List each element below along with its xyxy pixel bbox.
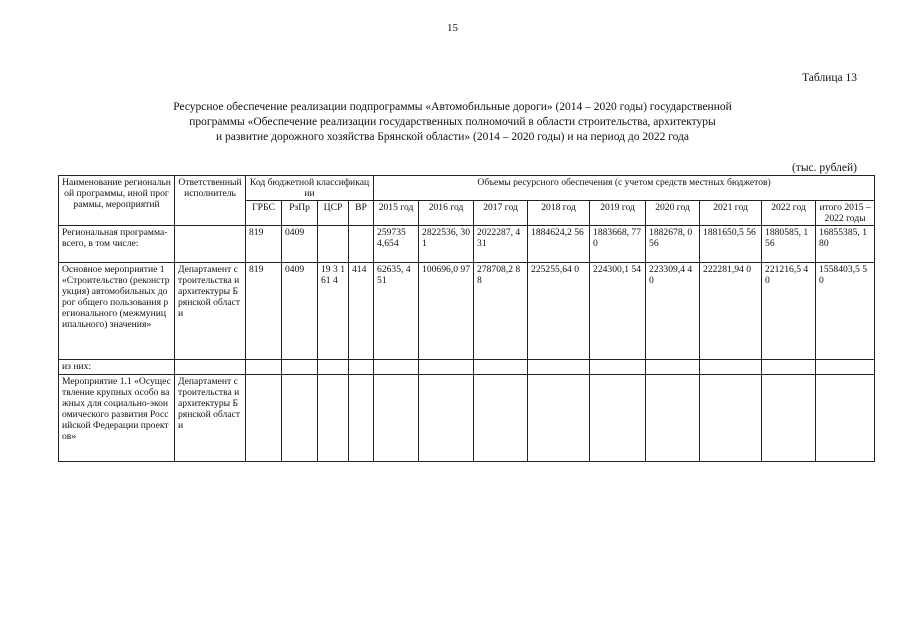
row-value — [528, 375, 590, 462]
row-value — [374, 375, 419, 462]
row-value: 100696,0 97 — [419, 263, 474, 360]
header-volumes: Объемы ресурсного обеспечения (с учетом средств местных бюджетов) — [374, 176, 875, 201]
table-row — [59, 263, 875, 360]
row-code: 414 — [349, 263, 374, 360]
header-year: 2019 год — [590, 201, 646, 226]
row-value — [646, 375, 700, 462]
row-name: Региональная программа- всего, в том числе: — [59, 226, 175, 263]
header-code: ЦСР — [318, 201, 349, 226]
row-value: 1881650,5 56 — [700, 226, 762, 263]
row-value: 1884624,2 56 — [528, 226, 590, 263]
header-code: ГРБС — [246, 201, 282, 226]
row-value: 2822536, 301 — [419, 226, 474, 263]
row-code — [318, 375, 349, 462]
title-line: Ресурсное обеспечение реализации подпрограммы «Автомобильные дороги» (2014 – 2020 годы) государственной — [173, 101, 732, 113]
row-value — [700, 375, 762, 462]
row-value — [816, 375, 875, 462]
table-row — [59, 226, 875, 263]
row-code — [282, 375, 318, 462]
row-name: из них: — [59, 360, 175, 375]
row-responsible: Департамент строительства и архитектуры Брянской области — [175, 375, 246, 462]
row-responsible — [175, 226, 246, 263]
row-code: 0409 — [282, 226, 318, 263]
row-value — [474, 375, 528, 462]
row-value: 224300,1 54 — [590, 263, 646, 360]
row-name: Основное мероприятие 1 «Строительство (реконструкция) автомобильных дорог общего пользования регионального (межмуниципального) значения» — [59, 263, 175, 360]
row-code: 819 — [246, 226, 282, 263]
row-code — [349, 375, 374, 462]
title-line: и развитие дорожного хозяйства Брянской области» (2014 – 2020 годы) и на период до 2022 года — [215, 131, 690, 143]
row-code — [246, 375, 282, 462]
row-value — [590, 375, 646, 462]
units-label: (тыс. рублей) — [791, 162, 857, 174]
row-responsible: Департамент строительства и архитектуры Брянской области — [175, 263, 246, 360]
page-number: 15 — [447, 22, 458, 34]
document-title — [0, 100, 905, 145]
header-year: 2017 год — [474, 201, 528, 226]
row-code: 819 — [246, 263, 282, 360]
row-value: 1880585, 156 — [762, 226, 816, 263]
header-name: Наименование региональной программы, иной программы, мероприятий — [59, 176, 175, 226]
row-value: 62635, 451 — [374, 263, 419, 360]
row-value — [419, 375, 474, 462]
row-value: 1882678, 056 — [646, 226, 700, 263]
header-year: 2015 год — [374, 201, 419, 226]
row-value: 2022287, 431 — [474, 226, 528, 263]
row-value: 221216,5 40 — [762, 263, 816, 360]
row-value — [762, 375, 816, 462]
header-year: 2018 год — [528, 201, 590, 226]
header-year: итого 2015 – 2022 годы — [816, 201, 875, 226]
row-value: 278708,2 88 — [474, 263, 528, 360]
header-code: РзПр — [282, 201, 318, 226]
row-value: 1883668, 770 — [590, 226, 646, 263]
row-value: 225255,64 0 — [528, 263, 590, 360]
header-year: 2020 год — [646, 201, 700, 226]
header-year: 2021 год — [700, 201, 762, 226]
row-code: 0409 — [282, 263, 318, 360]
row-code — [318, 226, 349, 263]
title-line: программы «Обеспечение реализации государственных полномочий в области строительства, архитектуры — [189, 116, 716, 128]
header-year: 2022 год — [762, 201, 816, 226]
row-value: 222281,94 0 — [700, 263, 762, 360]
resource-table — [58, 175, 875, 462]
row-code: 19 3 161 4 — [318, 263, 349, 360]
header-year: 2016 год — [419, 201, 474, 226]
row-value: 16855385, 180 — [816, 226, 875, 263]
row-value: 1558403,5 50 — [816, 263, 875, 360]
header-code: ВР — [349, 201, 374, 226]
table-row — [59, 375, 875, 462]
row-value: 259735 4,654 — [374, 226, 419, 263]
table-label: Таблица 13 — [802, 72, 857, 84]
header-responsible: Ответственный исполнитель — [175, 176, 246, 226]
table-row — [59, 360, 875, 375]
row-name: Мероприятие 1.1 «Осуществление крупных особо важных для социально-экономического развития Российской Федерации проектов» — [59, 375, 175, 462]
row-code — [349, 226, 374, 263]
row-value: 223309,4 40 — [646, 263, 700, 360]
header-budget-code: Код бюджетной классификации — [246, 176, 374, 201]
